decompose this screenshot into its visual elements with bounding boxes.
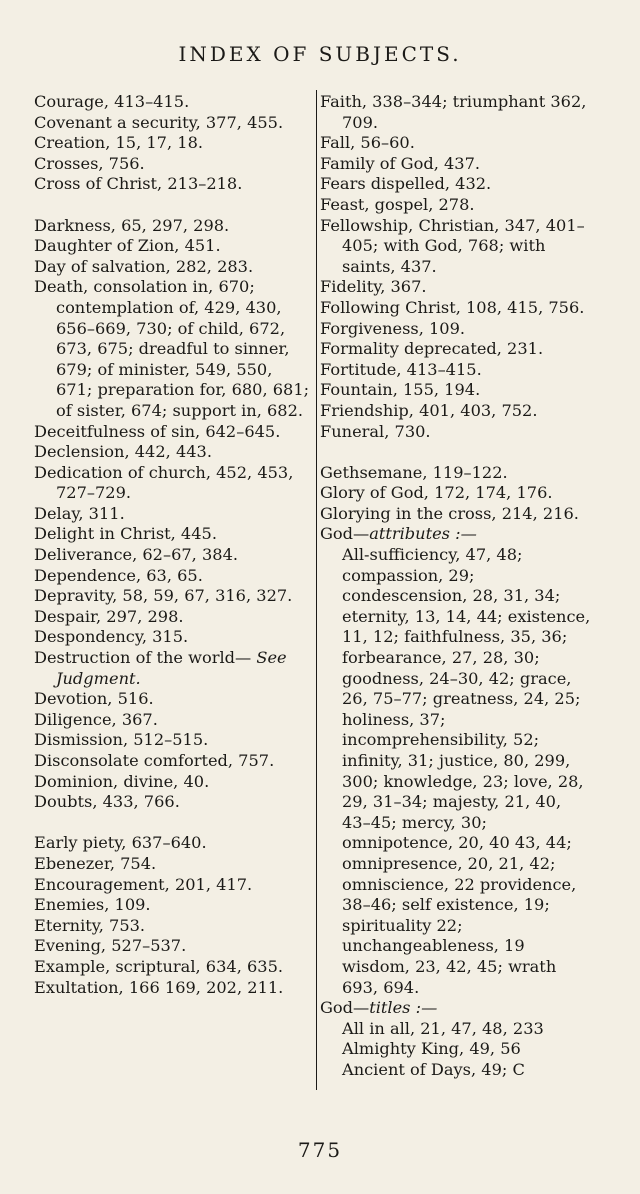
index-entry: Funeral, 730. bbox=[320, 421, 431, 441]
index-entry: Crosses, 756. bbox=[34, 153, 145, 173]
index-entry: Early piety, 637–640. bbox=[34, 833, 207, 853]
index-entry: Fidelity, 367. bbox=[320, 277, 427, 297]
index-entry: Dominion, divine, 40. bbox=[34, 771, 210, 791]
column-divider bbox=[316, 90, 317, 1090]
index-entry: Death, consolation in, 670; contemplation of, 429, 430, 656–669, 730; of child, 672, 673, 675; dreadful to sinner, 679; of minister, 549, 550, 671; preparation for, 680, 681; of sister, 674; support in, 682. bbox=[34, 277, 310, 420]
index-entry: Feast, gospel, 278. bbox=[320, 194, 475, 214]
index-entry: Exultation, 166 169, 202, 211. bbox=[34, 977, 284, 997]
index-entry: Example, scriptural, 634, 635. bbox=[34, 956, 284, 976]
index-entry: Friendship, 401, 403, 752. bbox=[320, 400, 538, 420]
see-reference: See Judgment. bbox=[56, 648, 287, 688]
index-entry: Fortitude, 413–415. bbox=[320, 359, 482, 379]
heading-text: God— bbox=[320, 524, 370, 544]
index-entry: Declension, 442, 443. bbox=[34, 442, 212, 462]
heading-italic: titles :— bbox=[369, 998, 438, 1018]
index-entry: Encouragement, 201, 417. bbox=[34, 874, 253, 894]
index-entry: Fears dispelled, 432. bbox=[320, 174, 492, 194]
index-entry: Faith, 338–344; triumphant 362, 709. bbox=[320, 92, 587, 132]
index-entry: Covenant a security, 377, 455. bbox=[34, 112, 284, 132]
god-attributes-heading bbox=[320, 524, 592, 545]
index-entry: Doubts, 433, 766. bbox=[34, 792, 180, 812]
index-entry: Disconsolate comforted, 757. bbox=[34, 751, 275, 770]
page-number: 775 bbox=[297, 1138, 343, 1162]
god-title-line: Ancient of Days, 49; C bbox=[342, 1059, 525, 1079]
index-entry: Courage, 413–415. bbox=[34, 92, 190, 111]
index-entry: Gethsemane, 119–122. bbox=[320, 462, 508, 482]
god-titles-heading bbox=[320, 998, 592, 1019]
index-entry: Following Christ, 108, 415, 756. bbox=[320, 297, 585, 317]
index-entry-text: Destruction of the world— bbox=[34, 648, 252, 668]
index-entry: Family of God, 437. bbox=[320, 153, 481, 173]
index-entry: Glory of God, 172, 174, 176. bbox=[320, 483, 553, 503]
section-gap bbox=[34, 195, 310, 216]
index-entry-destruction bbox=[34, 648, 310, 689]
index-entry: Delay, 311. bbox=[34, 503, 125, 523]
index-entry: Despair, 297, 298. bbox=[34, 606, 184, 626]
index-entry: Cross of Christ, 213–218. bbox=[34, 174, 243, 194]
left-column bbox=[34, 92, 310, 998]
index-entry: Delight in Christ, 445. bbox=[34, 524, 217, 544]
index-entry: Ebenezer, 754. bbox=[34, 853, 157, 873]
index-entry: Fellowship, Christian, 347, 401–405; with God, 768; with saints, 437. bbox=[320, 215, 585, 276]
heading-italic: attributes :— bbox=[369, 524, 477, 544]
index-entry: Depravity, 58, 59, 67, 316, 327. bbox=[34, 586, 293, 606]
index-entry: Devotion, 516. bbox=[34, 689, 154, 709]
god-title-line: Almighty King, 49, 56 bbox=[342, 1039, 521, 1059]
index-entry: Dismission, 512–515. bbox=[34, 730, 209, 750]
index-entry: Eternity, 753. bbox=[34, 915, 146, 935]
index-entry: Glorying in the cross, 214, 216. bbox=[320, 503, 579, 523]
index-entry: Deceitfulness of sin, 642–645. bbox=[34, 421, 281, 441]
section-gap bbox=[34, 813, 310, 834]
index-entry: Diligence, 367. bbox=[34, 709, 158, 729]
index-entry: Deliverance, 62–67, 384. bbox=[34, 545, 239, 565]
section-gap bbox=[320, 442, 592, 463]
god-title-line: All in all, 21, 47, 48, 233 bbox=[342, 1018, 544, 1038]
right-column bbox=[320, 92, 592, 1081]
index-entry: Fountain, 155, 194. bbox=[320, 380, 481, 400]
index-entry: Day of salvation, 282, 283. bbox=[34, 256, 254, 276]
page-title: INDEX OF SUBJECTS. bbox=[178, 42, 462, 66]
index-entry: Dedication of church, 452, 453, 727–729. bbox=[34, 462, 294, 503]
index-entry: Darkness, 65, 297, 298. bbox=[34, 215, 230, 235]
index-entry: Formality deprecated, 231. bbox=[320, 339, 544, 359]
index-entry: Creation, 15, 17, 18. bbox=[34, 133, 204, 153]
index-entry: Evening, 527–537. bbox=[34, 936, 187, 956]
index-entry: Enemies, 109. bbox=[34, 895, 151, 915]
index-entry: Fall, 56–60. bbox=[320, 133, 415, 153]
index-entry: Despondency, 315. bbox=[34, 627, 189, 647]
index-entry: Forgiveness, 109. bbox=[320, 318, 466, 338]
god-attributes-list: All-sufficiency, 47, 48; compassion, 29; condescension, 28, 31, 34; eternity, 13, 14, 44; existence, 11, 12; faithfulness, 35, 36; forbearance, 27, 28, 30; goodness, 24–30, 42; grace, 26, 75–77; greatness, 24, 25; holiness, 37; incomprehensibility, 52; infinity, 31; justice, 80, 299, 300; knowledge, 23; love, 28, 29, 31–34; majesty, 21, 40, 43–45; mercy, 30; omnipotence, 20, 40 43, 44; omnipresence, 20, 21, 42; omniscience, 22 providence, 38–46; self existence, 19; spirituality 22; unchangeableness, 19 wisdom, 23, 42, 45; wrath 693, 694. bbox=[342, 545, 591, 997]
heading-text: God— bbox=[320, 998, 370, 1018]
index-entry: Dependence, 63, 65. bbox=[34, 565, 203, 585]
index-entry: Daughter of Zion, 451. bbox=[34, 236, 221, 256]
